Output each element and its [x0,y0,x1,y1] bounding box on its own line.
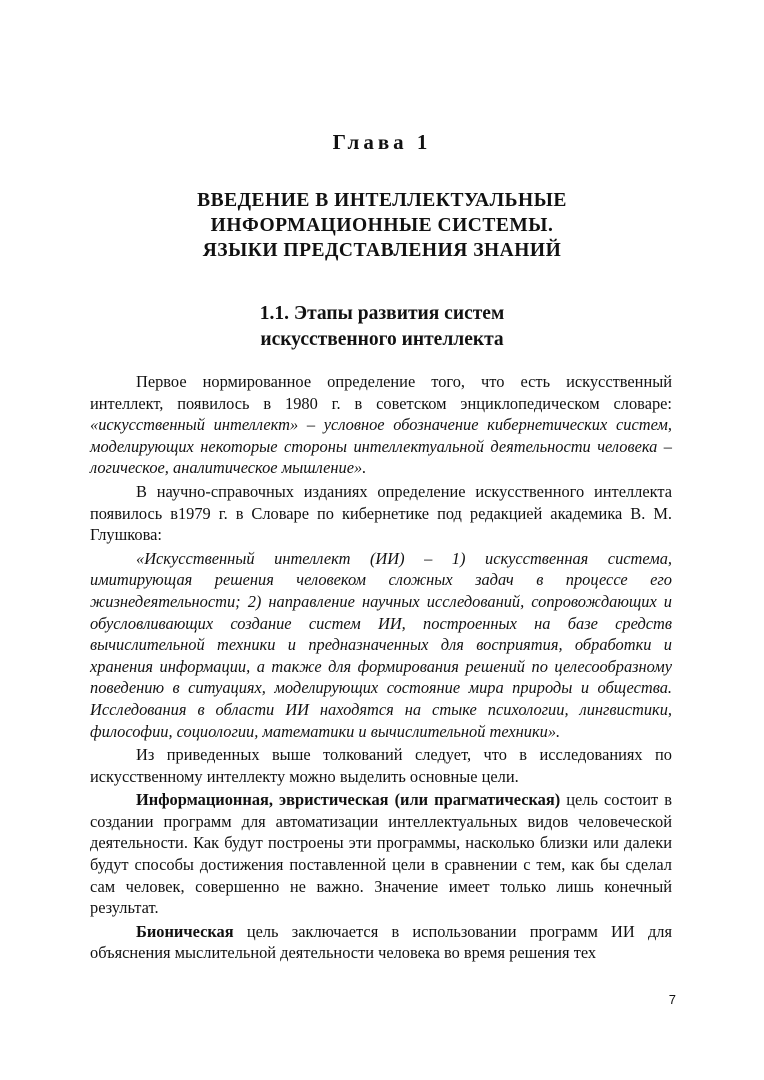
chapter-title-line-3: ЯЗЫКИ ПРЕДСТАВЛЕНИЯ ЗНАНИЙ [202,240,562,261]
page-number: 7 [668,992,676,1007]
section-title-line-2: искусственного интеллекта [260,329,504,350]
paragraph-1 [90,371,672,479]
paragraph-5-text: цель состоит в создании программ для автоматизации интеллектуальных видов человеческой деятельности. Как будут построены эти программы, насколько близки или далеки будут способы достижения поставленной цели в сравнении с тем, как бы сделал сам человек, совершенно не важно. Значение имеет только лишь конечный результат. [90,790,672,918]
body-text [90,371,672,964]
paragraph-5-term: Информационная, эвристическая (или прагматическая) [136,790,561,810]
paragraph-6-text: цель заключается в использовании программ ИИ для объяснения мыслительной деятельности человека во время решения тех [90,921,672,963]
paragraph-6-term: Бионическая [136,921,234,941]
paragraph-2: В научно-справочных изданиях определение искусственного интеллекта появилось в1979 г. в Словаре по кибернетике под редакцией академика В. М. Глушкова: [90,481,672,545]
section-title-line-1: 1.1. Этапы развития систем [259,303,505,324]
paragraph-4: Из приведенных выше толкований следует, что в исследованиях по искусственному интеллекту можно выделить основные цели. [90,745,672,786]
chapter-title [0,188,764,263]
paragraph-1-text: Первое нормированное определение того, что есть искусственный интеллект, появилось в 1980 г. в советском энциклопедическом словаре: [90,372,672,413]
paragraph-5 [90,789,672,919]
paragraph-1-quote: «искусственный интеллект» – условное обозначение кибернетических систем, моделирующих некоторые стороны интеллектуальной деятельности человека – логическое, аналитическое мышление». [90,415,672,478]
chapter-title-line-1: ВВЕДЕНИЕ В ИНТЕЛЛЕКТУАЛЬНЫЕ [197,190,567,211]
paragraph-3-quote: «Искусственный интеллект (ИИ) – 1) искусственная система, имитирующая решения человеком сложных задач в процессе его жизнедеятельности; 2) направление научных исследований, сопровождающих и обусловливающих создание систем ИИ, построенных на базе средств вычислительной техники и предназначенных для восприятия, обработки и хранения информации, а также для формирования решений по целесообразному поведению в ситуациях, моделирующих состояние мира природы и общества. Исследования в области ИИ находятся на стыке психологии, лингвистики, философии, социологии, математики и вычислительной техники». [90,548,672,741]
paragraph-6 [90,921,672,964]
chapter-label: Глава 1 [332,130,432,154]
chapter-title-line-2: ИНФОРМАЦИОННЫЕ СИСТЕМЫ. [210,215,554,236]
section-title [0,301,764,353]
